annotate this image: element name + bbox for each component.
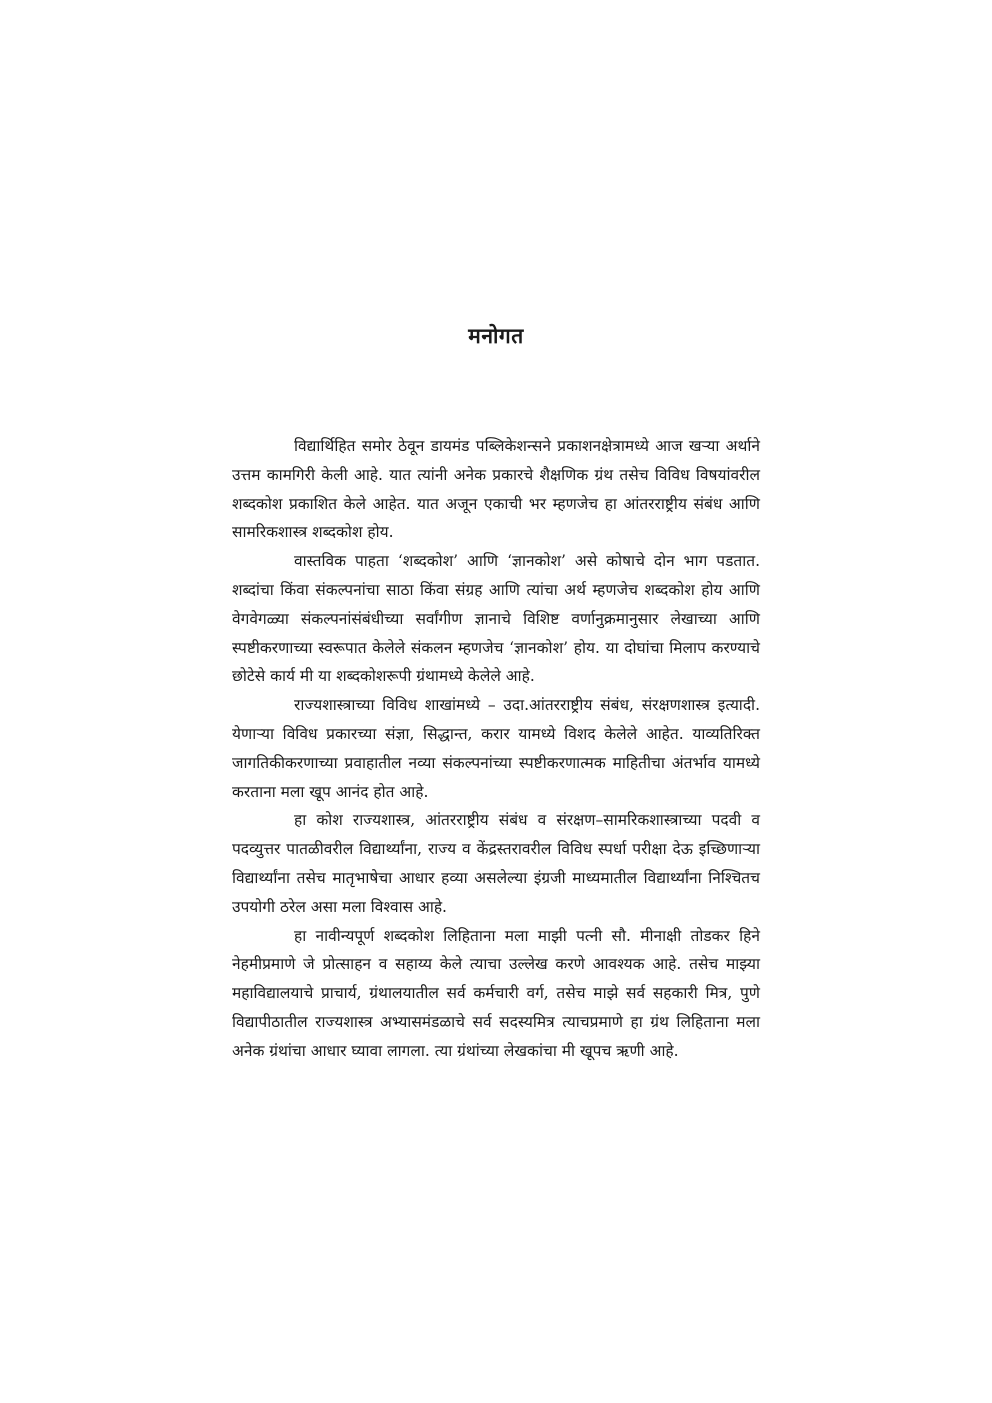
paragraph: वास्तविक पाहता ‘शब्दकोश’ आणि ‘ज्ञानकोश’ असे कोषाचे दोन भाग पडतात. शब्दांचा किंवा संकल्पनांचा साठा किंवा संग्रह आणि त्यांचा अर्थ म्हणजेच शब्दकोश होय आणि वेगवेगळ्या संकल्पनांसंबंधीच्या सर्वांगीण ज्ञानाचे विशिष्ट वर्णानुक्रमानुसार लेखाच्या आणि स्पष्टीकरणाच्या स्वरूपात केलेले संकलन म्हणजेच ‘ज्ञानकोश’ होय. या दोघांचा मिलाप करण्याचे छोटेसे कार्य मी या शब्दकोशरूपी ग्रंथामध्ये केलेले आहे. (232, 552, 760, 686)
page-title: मनोगत (468, 323, 524, 348)
paragraph: हा नावीन्यपूर्ण शब्दकोश लिहिताना मला माझी पत्नी सौ. मीनाक्षी तोडकर हिने नेहमीप्रमाणे जे प्रोत्साहन व सहाय्य केले त्याचा उल्लेख करणे आवश्यक आहे. तसेच माझ्या महाविद्यालयाचे प्राचार्य, ग्रंथालयातील सर्व कर्मचारी वर्ग, तसेच माझे सर्व सहकारी मित्र, पुणे विद्यापीठातील राज्यशास्त्र अभ्यासमंडळाचे सर्व सदस्यमित्र त्याचप्रमाणे हा ग्रंथ लिहिताना मला अनेक ग्रंथांचा आधार घ्यावा लागला. त्या ग्रंथांच्या लेखकांचा मी खूपच ऋणी आहे. (232, 926, 760, 1060)
paragraph: राज्यशास्त्राच्या विविध शाखांमध्ये – उदा.आंतरराष्ट्रीय संबंध, संरक्षणशास्त्र इत्यादी. येणाऱ्या विविध प्रकारच्या संज्ञा, सिद्धान्त, करार यामध्ये विशद केलेले आहेत. याव्यतिरिक्त जागतिकीकरणाच्या प्रवाहातील नव्या संकल्पनांच्या स्पष्टीकरणात्मक माहितीचा अंतर्भाव यामध्ये करताना मला खूप आनंद होत आहे. (232, 696, 760, 801)
preface-body (232, 432, 760, 1066)
paragraph: विद्यार्थिहित समोर ठेवून डायमंड पब्लिकेशन्सने प्रकाशनक्षेत्रामध्ये आज खऱ्या अर्थाने उत्तम कामगिरी केली आहे. यात त्यांनी अनेक प्रकारचे शैक्षणिक ग्रंथ तसेच विविध विषयांवरील शब्दकोश प्रकाशित केले आहेत. यात अजून एकाची भर म्हणजेच हा आंतरराष्ट्रीय संबंध आणि सामरिकशास्त्र शब्दकोश होय. (232, 437, 760, 542)
paragraph: हा कोश राज्यशास्त्र, आंतरराष्ट्रीय संबंध व संरक्षण–सामरिकशास्त्राच्या पदवी व पदव्युत्तर पातळीवरील विद्यार्थ्यांना, राज्य व केंद्रस्तरावरील विविध स्पर्धा परीक्षा देऊ इच्छिणाऱ्या विद्यार्थ्यांना तसेच मातृभाषेचा आधार हव्या असलेल्या इंग्रजी माध्यमातील विद्यार्थ्यांना निश्चितच उपयोगी ठरेल असा मला विश्वास आहे. (232, 811, 760, 916)
